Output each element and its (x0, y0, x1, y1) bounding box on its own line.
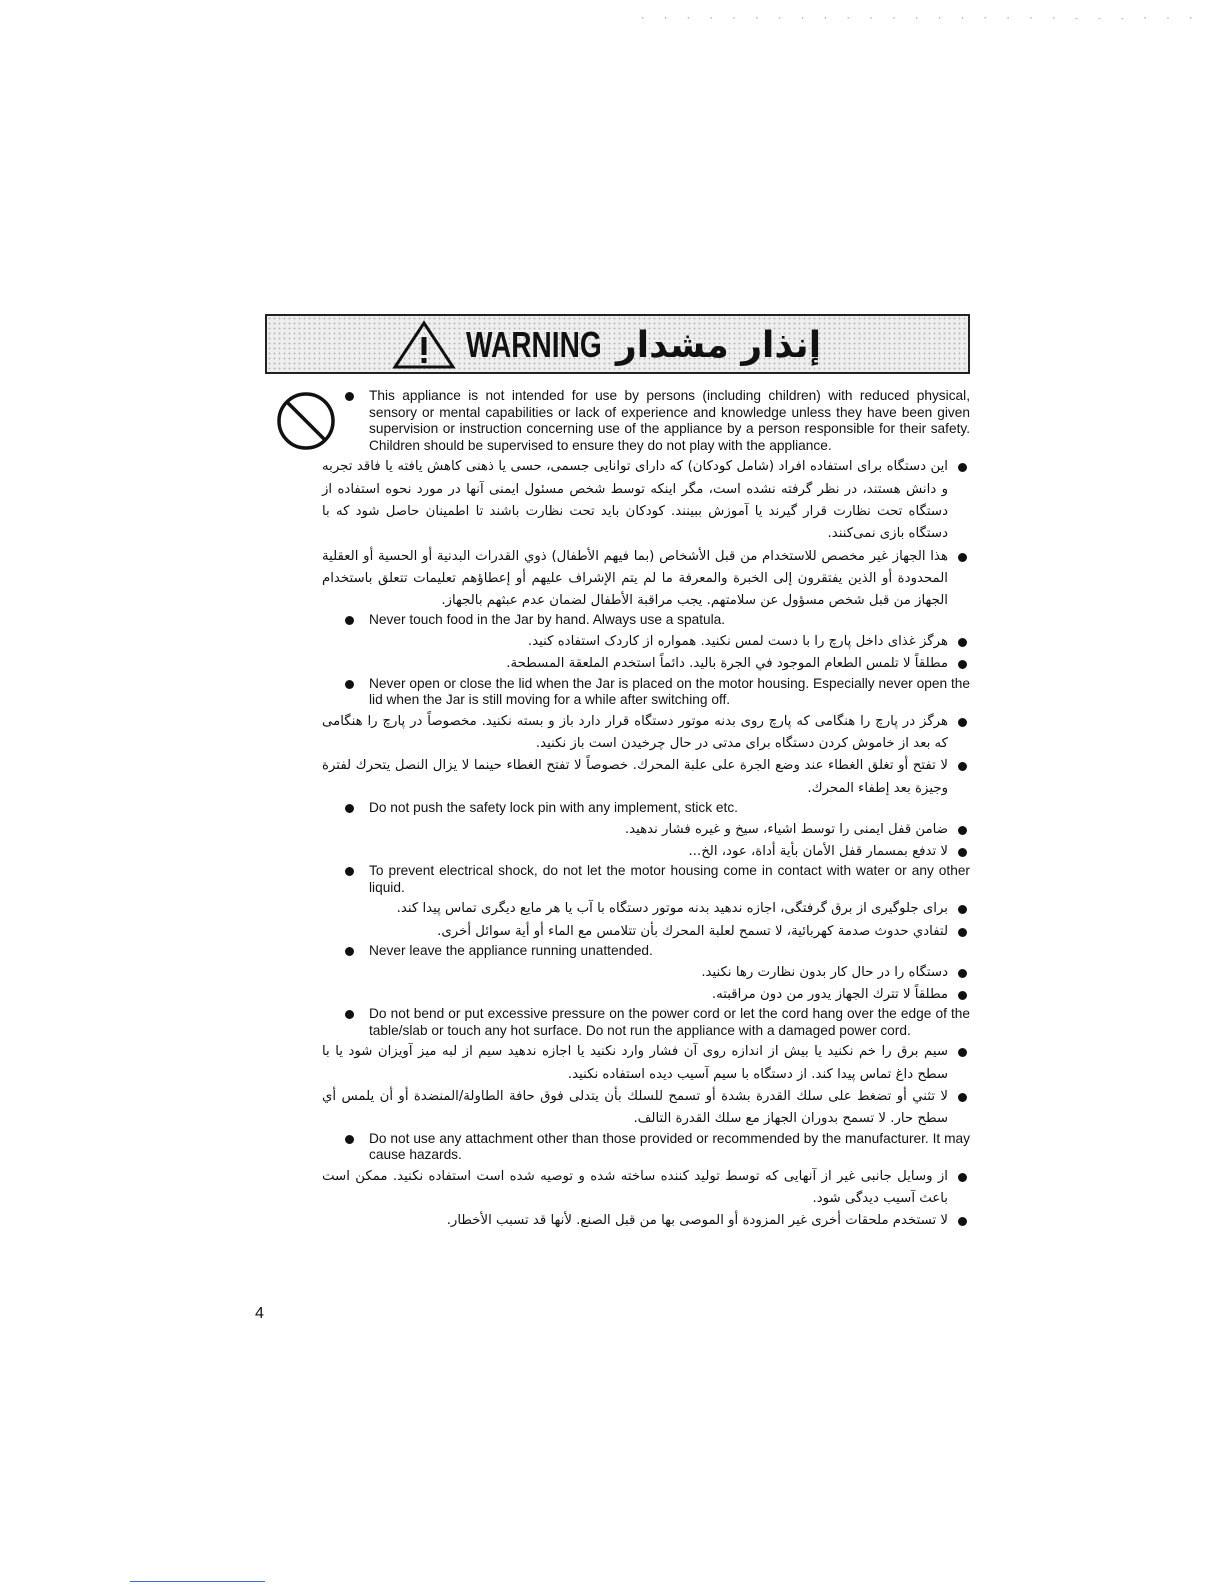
bullet-icon (345, 680, 354, 689)
warning-banner (265, 314, 970, 374)
bullet-icon (958, 660, 967, 669)
bullet-icon (345, 616, 354, 625)
warning-item-text: از وسایل جانبی غیر از آنهایی که توسط تولید کننده ساخته شده و توصیه شده است استفاده نکنید. ممکن است باعث آسیب دیدگی شود. (322, 1168, 948, 1207)
warning-item-text: لا تفتح أو تغلق الغطاء عند وضع الجرة على علبة المحرك. خصوصاً لا تفتح الغطاء حينما لا يزال النصل يتحرك لفترة وجيزة بعد إطفاء المحرك. (322, 758, 948, 796)
bottom-edge-line (130, 1581, 265, 1582)
warning-item-translation (322, 1210, 970, 1232)
bullet-icon (958, 463, 967, 472)
warning-item-text: سیم برق را خم نکنید یا بیش از اندازه روی آن فشار وارد نکنید یا اجازه ندهید سیم از لبه میز آویزان شود یا با سطح داغ تماس پیدا کند. از دستگاه با سیم آسیب دیده استفاده نکنید. (322, 1044, 948, 1082)
warning-item-text: Never touch food in the Jar by hand. Always use a spatula. (369, 612, 726, 628)
warning-item-en (342, 612, 970, 629)
bullet-icon (958, 762, 967, 771)
warning-item-translation (322, 984, 970, 1006)
bullet-icon (958, 1048, 967, 1057)
warning-item-en (342, 943, 970, 960)
warning-item-text: هرگز غذای داخل پارچ را با دست لمس نکنید. همواره از کاردک استفاده کنید. (527, 634, 948, 650)
warning-item-translation (322, 631, 970, 653)
warning-item-translation (322, 921, 970, 943)
scan-marks: · · · · · · · · · · · · · · · · · · · - - - · · · (640, 14, 1200, 24)
warning-item-text: هذا الجهاز غير مخصص للاستخدام من قبل الأشخاص (بما فيهم الأطفال) ذوي القدرات البدنية أو الحسية أو العقلية المحدودة أو الذين يفتقرون إلى الخبرة والمعرفة ما لم يتم الإشراف عليهم أو إعطاؤهم تعليمات تتعلق باستخدام الجهاز من قبل شخص مسؤول عن سلامتهم. يجب مراقبة الأطفال لضمان عدم عبثهم بالجهاز. (322, 548, 948, 609)
warning-item-text: لا تثني أو تضغط على سلك القدرة بشدة أو تسمح للسلك بأن يتدلى فوق حافة الطاولة/المنضدة أو أن يلمس أي سطح حار. لا تسمح بدوران الجهاز مع سلك القدرة التالف. (322, 1088, 948, 1127)
prohibited-sign-icon (275, 390, 337, 452)
warning-item-translation (322, 841, 970, 863)
warning-item-translation (322, 456, 970, 545)
bullet-icon (958, 553, 967, 562)
warning-item-text: مطلقاً لا تترك الجهاز يدور من دون مراقبته. (711, 986, 948, 1002)
warning-item-text: لتفادي حدوث صدمة كهربائية، لا تسمح لعلبة المحرك بأن تتلامس مع الماء أو أية سوائل أخرى. (437, 923, 948, 939)
warning-item-translation (322, 1086, 970, 1131)
warning-item-text: Do not use any attachment other than those provided or recommended by the manufacturer. It may cause hazards. (369, 1130, 970, 1163)
warning-item-translation (322, 755, 970, 800)
bullet-icon (958, 1173, 967, 1182)
warning-item-text: برای جلوگیری از برق گرفتگی، اجازه ندهید بدنه موتور دستگاه با آب یا هر مایع دیگری تماس پیدا کند. (396, 901, 948, 917)
bullet-icon (345, 947, 354, 956)
warning-item-translation (322, 711, 970, 756)
warning-title-ar: إنذار مشدار (616, 324, 822, 366)
warning-item-text: Never leave the appliance running unattended. (369, 942, 653, 958)
warning-item-text: This appliance is not intended for use by persons (including children) with reduced physical, sensory or mental capabilities or lack of experience and knowledge unless they have been given supervision or instruction concerning use of the appliance by a person responsible for their safety. Children should be supervised to ensure they do not play with the appliance. (369, 388, 970, 453)
warning-item-translation (322, 962, 970, 984)
warning-item-text: لا تدفع بمسمار قفل الأمان بأية أداة، عود، الخ... (688, 843, 948, 859)
warning-item-translation (322, 819, 970, 841)
warning-item-text: ضامن قفل ایمنی را توسط اشیاء، سیخ و غیره فشار ندهید. (624, 821, 948, 837)
bullet-icon (958, 826, 967, 835)
warning-title-en: WARNING (466, 324, 602, 365)
warning-banner-content (392, 320, 821, 370)
bullet-icon (958, 848, 967, 857)
warning-item-translation (322, 1166, 970, 1211)
bullet-icon (958, 718, 967, 727)
warning-item-translation (322, 1041, 970, 1086)
warning-item-text: مطلقاً لا تلمس الطعام الموجود في الجرة باليد. دائماً استخدم الملعقة المسطحة. (506, 656, 948, 672)
warning-item-text: Do not bend or put excessive pressure on the power cord or let the cord hang over the edge of the table/slab or touch any hot surface. Do not run the appliance with a damaged power cord. (369, 1006, 970, 1038)
bullet-icon (345, 1135, 354, 1144)
warning-item-en (342, 800, 970, 817)
bullet-icon (345, 867, 354, 876)
bullet-icon (958, 991, 967, 1000)
bullet-icon (345, 1010, 354, 1019)
warning-item-translation (322, 653, 970, 675)
warning-item-text: دستگاه را در حال کار بدون نظارت رها نکنید. (701, 964, 948, 980)
warning-item-en (342, 676, 970, 709)
warning-item-text: Never open or close the lid when the Jar is placed on the motor housing. Especially never open the lid when the Jar is still moving for a while after switching off. (369, 675, 970, 708)
warning-triangle-icon (392, 320, 456, 370)
bullet-icon (345, 392, 354, 401)
warning-item-text: این دستگاه برای استفاده افراد (شامل کودکان) که دارای توانایی جسمی، حسی یا ذهنی کاهش یافته یا فاقد تجربه و دانش هستند، در نظر گرفته نشده است، مگر اینکه توسط شخص مسئول ایمنی آنها در مورد نحوه استفاده از دستگاه تحت نظارت قرار گیرند یا آموزش ببینند. کودکان باید تحت نظارت باشند تا اطمینان حاصل شود که با دستگاه بازی نمی‌کنند. (322, 459, 948, 542)
bullet-icon (958, 638, 967, 647)
bullet-icon (958, 1217, 967, 1226)
warning-item-text: Do not push the safety lock pin with any implement, stick etc. (369, 800, 738, 816)
bullet-icon (958, 928, 967, 937)
warning-item-en (342, 863, 970, 896)
warning-item-en (342, 388, 970, 454)
bullet-icon (958, 1093, 967, 1102)
bullet-icon (958, 905, 967, 914)
warning-item-translation (322, 898, 970, 920)
bullet-icon (958, 969, 967, 978)
page-number: 4 (255, 1305, 264, 1322)
warning-item-en (342, 1006, 970, 1039)
warning-item-en (342, 1131, 970, 1164)
warning-item-text: To prevent electrical shock, do not let the motor housing come in contact with water or any other liquid. (369, 863, 970, 895)
bullet-icon (345, 804, 354, 813)
warning-item-translation (322, 546, 970, 613)
warning-item-text: لا تستخدم ملحقات أخرى غير المزودة أو الموصى بها من قبل الصنع. لأنها قد تسبب الأخطار. (446, 1213, 948, 1229)
warning-list (322, 388, 970, 1233)
warning-item-text: هرگز در پارچ را هنگامی که پارچ روی بدنه موتور دستگاه قرار دارد باز و بسته نکنید. مخصوصاً در پارچ را هنگامی که بعد از خاموش کردن دستگاه برای مدتی در حال چرخیدن است باز نکنید. (322, 713, 948, 752)
